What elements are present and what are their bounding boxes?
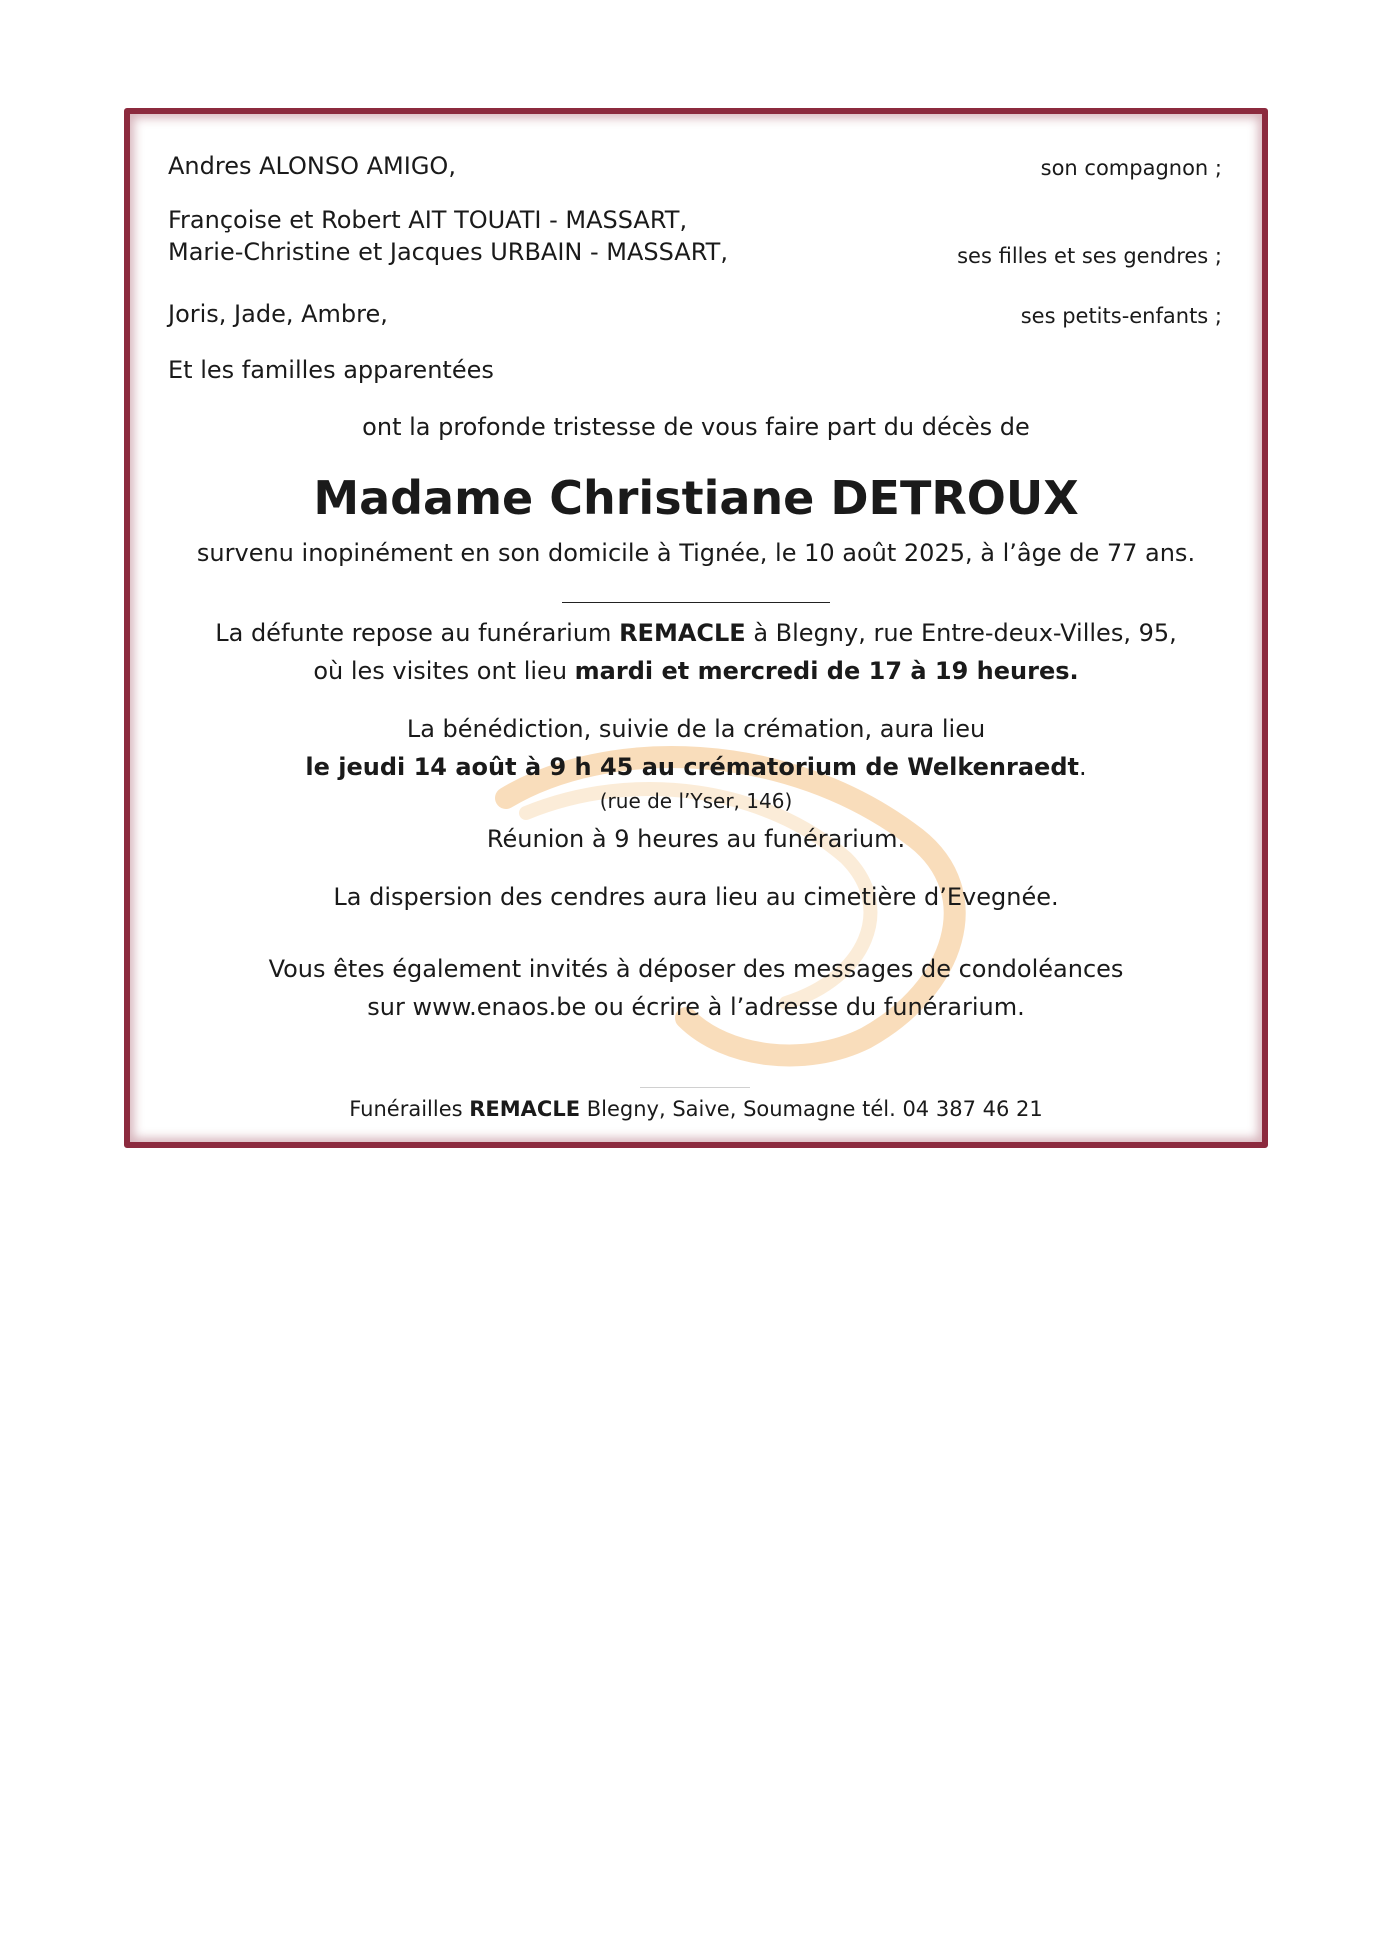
family-names: Et les familles apparentées (168, 356, 494, 384)
ceremony-period: . (1078, 753, 1087, 781)
family-entry-daughters (168, 204, 1222, 268)
separator-line (562, 602, 830, 603)
dispersion-text: La dispersion des cendres aura lieu au cimetière d’Evegnée. (333, 883, 1059, 911)
family-names: Joris, Jade, Ambre, (168, 300, 388, 328)
ceremony-datetime-place: le jeudi 14 août à 9 h 45 au crématorium de Welkenraedt (305, 753, 1079, 781)
ceremony-address: (rue de l’Yser, 146) (599, 789, 793, 813)
family-names: Andres ALONSO AMIGO, (168, 152, 456, 180)
repose-text: La défunte repose au funérarium (215, 619, 620, 647)
announcement-content (130, 114, 1262, 1142)
footer-contact: Blegny, Saive, Soumagne tél. 04 387 46 21 (580, 1097, 1043, 1121)
repose-line-1 (130, 614, 1262, 652)
ceremony-line-2 (130, 748, 1262, 786)
condolences-line-2: sur www.enaos.be ou écrire à l’adresse du funérarium. (367, 993, 1025, 1021)
condolences-line-1: Vous êtes également invités à déposer des messages de condoléances (268, 955, 1124, 983)
deceased-name: Madame Christiane DETROUX (313, 471, 1079, 525)
repose-line-2 (130, 652, 1262, 690)
footer-text: Funérailles (349, 1097, 470, 1121)
visits-text: où les visites ont lieu (313, 657, 575, 685)
family-relation: son compagnon ; (1040, 156, 1222, 180)
family-entry-partner (168, 150, 1222, 182)
family-relation: ses petits-enfants ; (1020, 304, 1222, 328)
footer-company: REMACLE (469, 1097, 581, 1121)
ceremony-meeting: Réunion à 9 heures au funérarium. (486, 825, 906, 853)
announcement-text: ont la profonde tristesse de vous faire part du décès de (362, 413, 1030, 441)
family-entry-grandchildren (168, 298, 1222, 330)
footer (130, 1094, 1262, 1124)
death-info: survenu inopinément en son domicile à Tignée, le 10 août 2025, à l’âge de 77 ans. (196, 539, 1196, 567)
announcement-frame (124, 108, 1268, 1148)
ceremony-line-1: La bénédiction, suivie de la crémation, aura lieu (406, 715, 986, 743)
funeral-home-name: REMACLE (619, 619, 746, 647)
visits-schedule: mardi et mercredi de 17 à 19 heures. (574, 657, 1079, 685)
family-relation: ses filles et ses gendres ; (957, 244, 1222, 268)
family-names: Françoise et Robert AIT TOUATI - MASSART, (168, 206, 688, 234)
footer-separator (640, 1087, 750, 1088)
family-names: Marie-Christine et Jacques URBAIN - MASSART, (168, 238, 728, 266)
family-entry-relatives (168, 354, 1222, 386)
repose-address: à Blegny, rue Entre-deux-Villes, 95, (745, 619, 1177, 647)
